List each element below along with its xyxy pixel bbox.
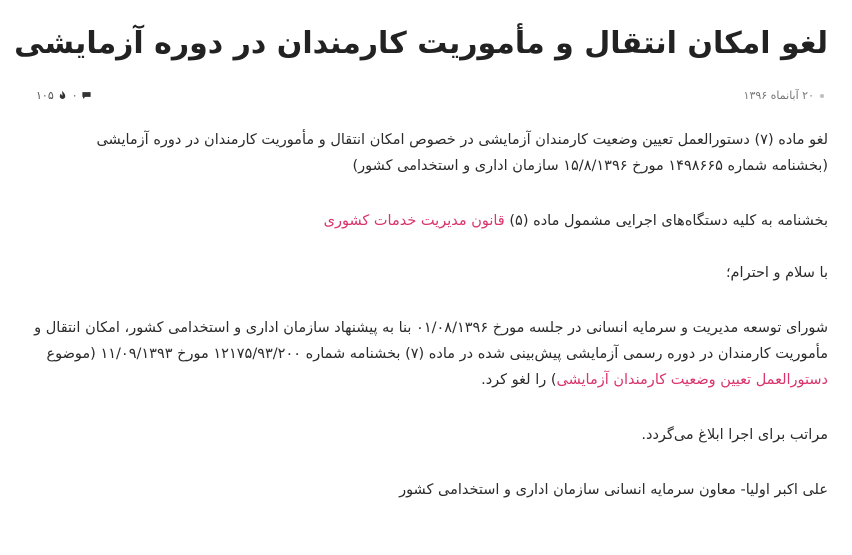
paragraph-main <box>28 315 828 393</box>
views-count <box>36 89 68 102</box>
paragraph-subject <box>28 127 828 179</box>
probation-instruction-link[interactable]: دستورالعمل تعیین وضعیت کارمندان آزمایشی <box>556 372 828 388</box>
civil-service-law-link[interactable]: قانون مدیریت خدمات کشوری <box>323 213 505 229</box>
main-text-part2: ) را لغو کرد. <box>481 372 557 388</box>
article-body <box>28 127 828 503</box>
circular-reference: (بخشنامه شماره ۱۴۹۸۶۶۵ مورخ ۱۵/۸/۱۳۹۶ سازمان اداری و استخدامی کشور) <box>352 158 828 174</box>
signature: علی اکبر اولیا- معاون سرمایه انسانی سازمان اداری و استخدامی کشور <box>399 482 828 498</box>
fire-icon <box>57 90 68 101</box>
meta-date-block <box>744 89 824 102</box>
comment-icon <box>81 90 92 101</box>
comments-count[interactable] <box>72 89 92 102</box>
paragraph-closing: مراتب برای اجرا ابلاغ می‌گردد. <box>641 427 828 443</box>
comments-count-value: ۰ <box>71 89 78 102</box>
subject-line: لغو ماده (۷) دستورالعمل تعیین وضعیت کارمندان آزمایشی در خصوص امکان انتقال و مأموریت کارمندان در دوره آزمایشی <box>96 132 828 148</box>
addressee-text: بخشنامه به کلیه دستگاه‌های اجرایی مشمول ماده (۵) <box>504 213 828 229</box>
views-count-value: ۱۰۵ <box>36 89 54 102</box>
meta-dot <box>820 94 824 98</box>
main-text-part1: شورای توسعه مدیریت و سرمایه انسانی در جلسه مورخ ۰۱/۰۸/۱۳۹۶ بنا به پیشنهاد سازمان اداری و استخدامی کشور، امکان انتقال و مأموریت کارمندان در دوره رسمی آزمایشی پیش‌بینی شده در ماده (۷) بخشنامه شماره ۱۲۱۷۵/۹۳/۲۰۰ مورخ ۱۱/۰۹/۱۳۹۳ (موضوع <box>34 320 828 362</box>
paragraph-addressee <box>28 208 828 234</box>
article-title: لغو امکان انتقال و مأموریت کارمندان در دوره آزمایشی <box>14 26 828 61</box>
article-date: ۲۰ آبانماه ۱۳۹۶ <box>743 89 814 102</box>
meta-stats <box>36 89 92 102</box>
paragraph-greeting: با سلام و احترام؛ <box>725 265 828 281</box>
article-meta <box>28 87 828 107</box>
